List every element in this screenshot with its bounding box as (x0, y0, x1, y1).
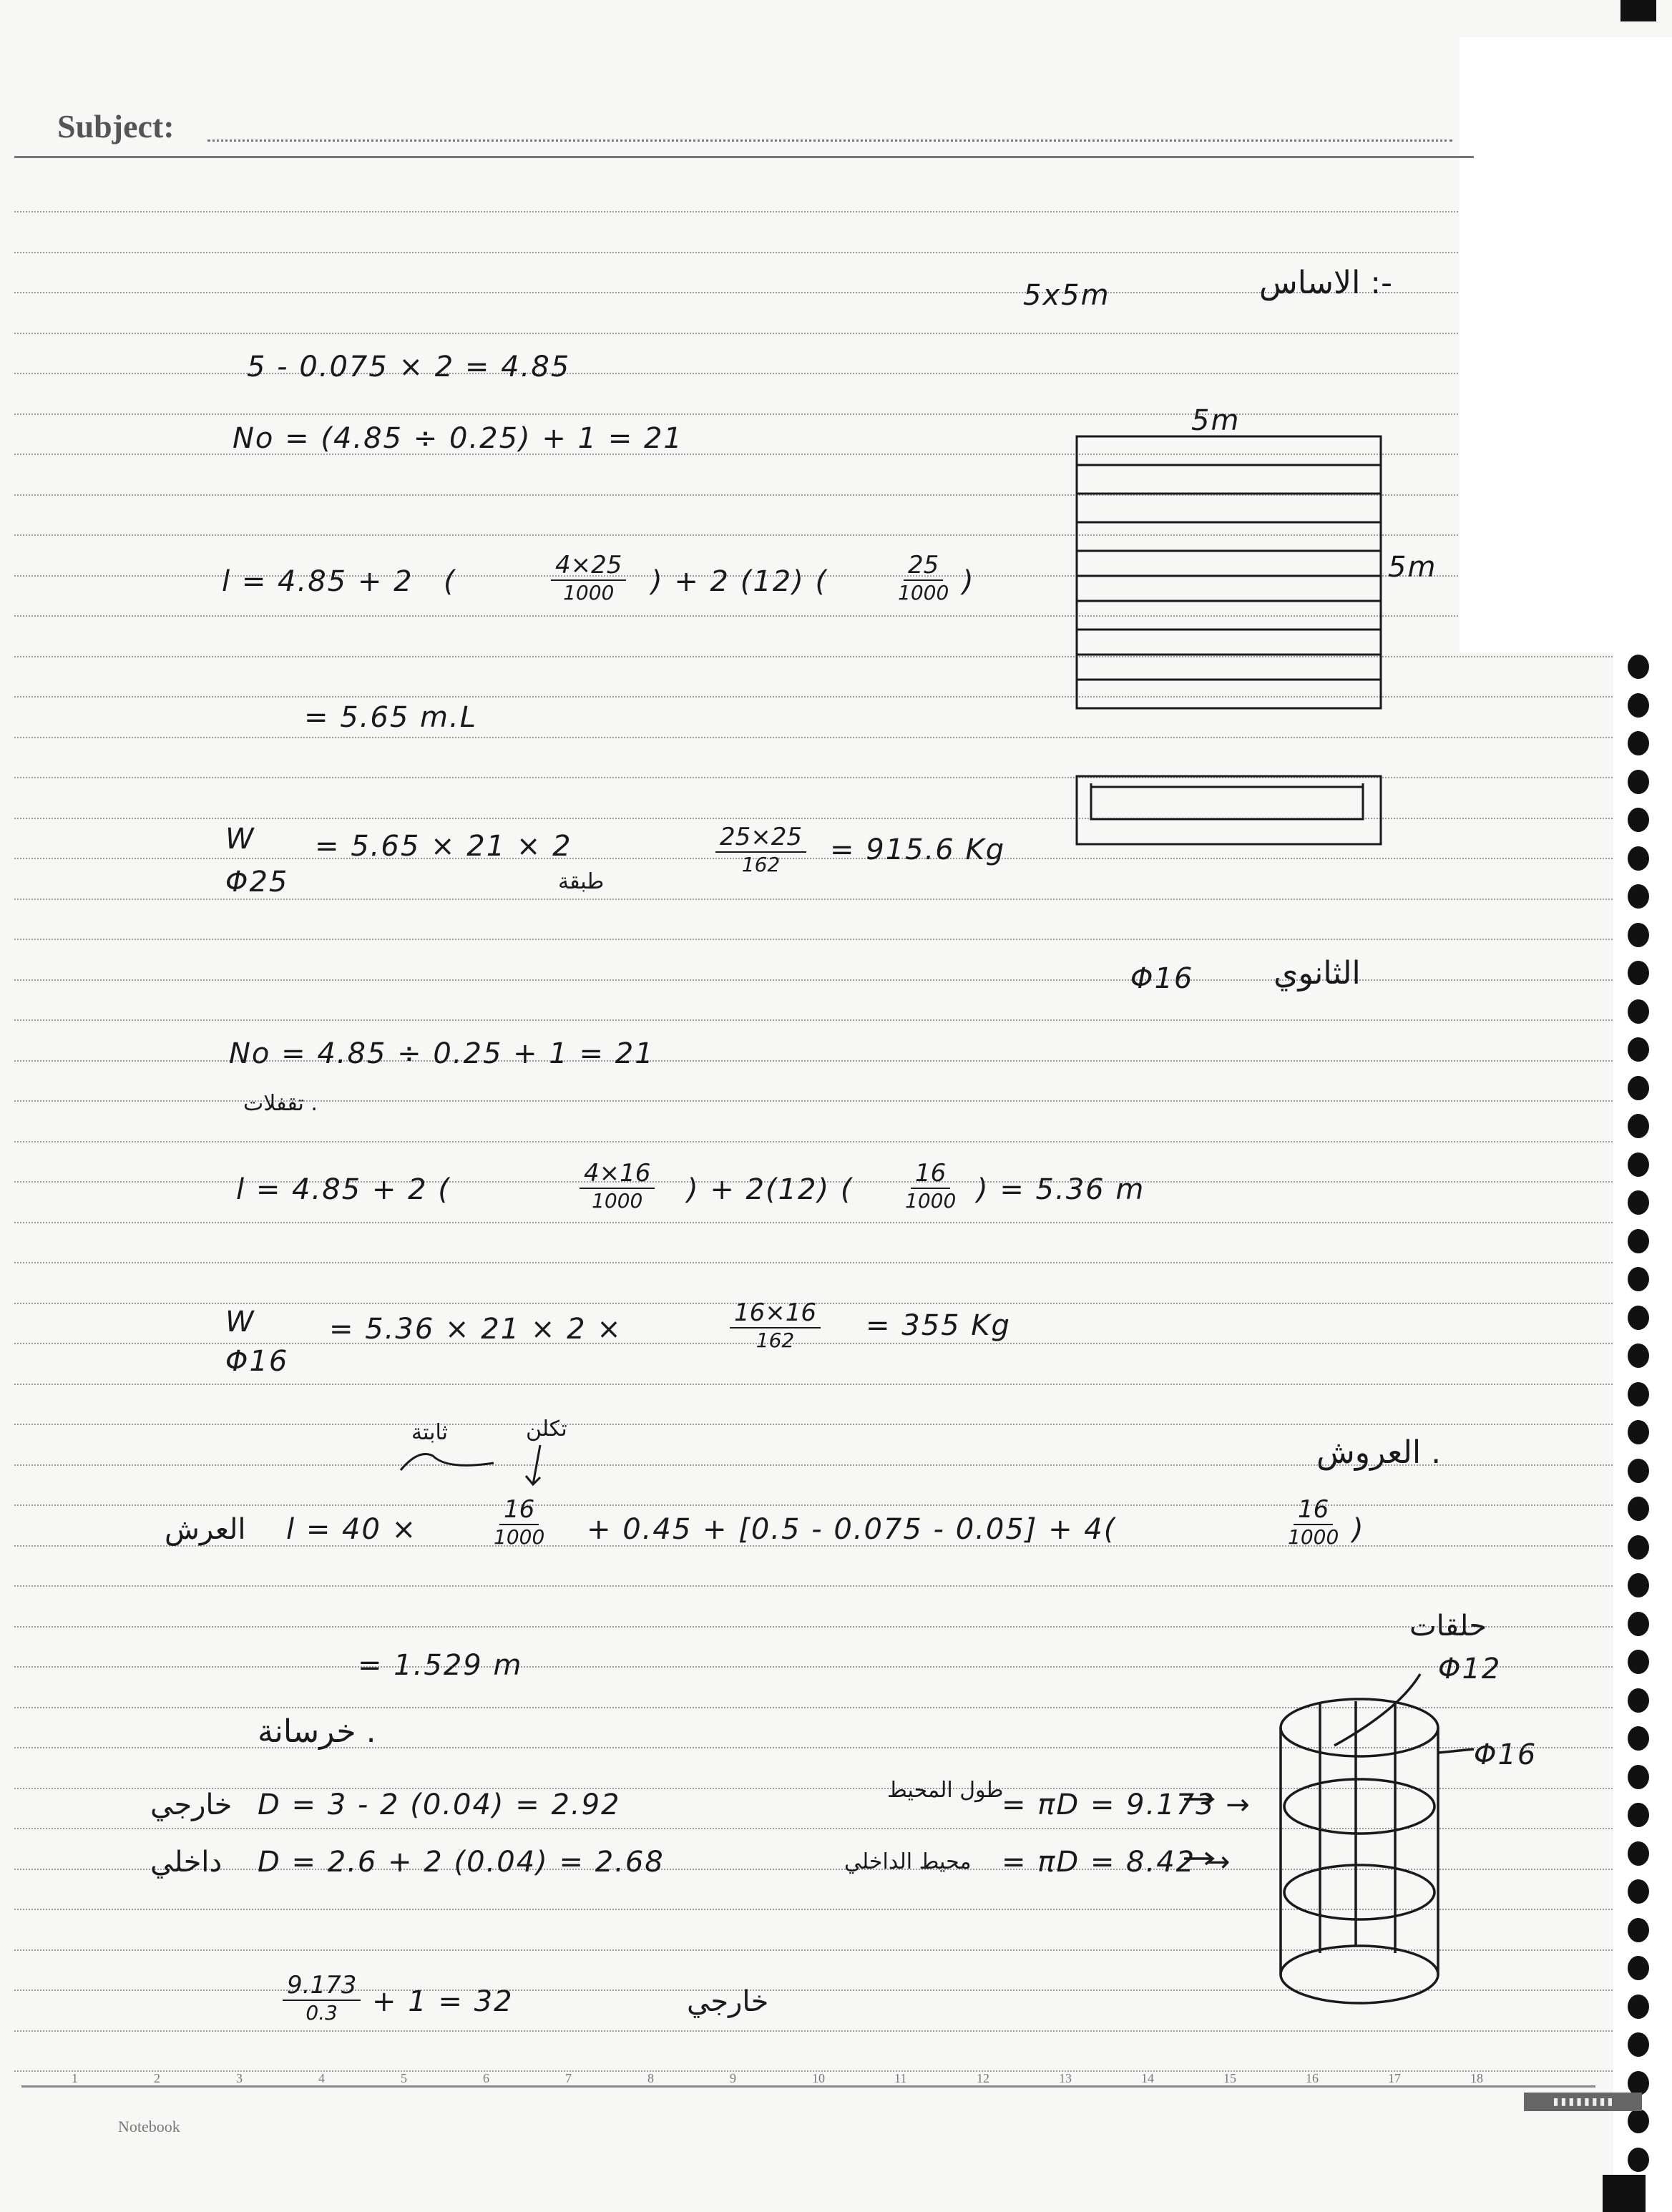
foundation-line3-frac2: 25 1000 (898, 551, 949, 605)
foundation-line3-prefix: l = 4.85 + 2 (222, 565, 414, 598)
count-label: خارجي (687, 1985, 769, 2018)
spiral-ring (1628, 1114, 1649, 1138)
annotation-arrows (401, 1445, 540, 1484)
inner-label: داخلي (150, 1846, 223, 1879)
spiral-ring (1628, 1995, 1649, 2019)
secondary-w-result: = 355 Kg (866, 1309, 1011, 1342)
secondary-line1: No = 4.85 ÷ 0.25 + 1 = 21 (229, 1037, 655, 1070)
foundation-w-label: W (225, 823, 255, 856)
kharasheet-line2: = 1.529 m (358, 1649, 523, 1682)
spiral-ring (1628, 1535, 1649, 1560)
ruler-number: 15 (1223, 2071, 1236, 2085)
foundation-line1: 5 - 0.075 × 2 = 4.85 (247, 351, 571, 383)
spiral-ring (1628, 2109, 1649, 2133)
kharasheet-line1-prefix: l = 40 × (286, 1513, 418, 1546)
spiral-ring (1628, 1153, 1649, 1177)
secondary-line2-mid: ) + 2(12) ( (687, 1173, 854, 1206)
inner-expr: D = 2.6 + 2 (0.04) = 2.68 (258, 1846, 665, 1879)
ruler-number: 18 (1470, 2071, 1483, 2085)
kharasheet-line1-frac2: 16 1000 (1288, 1495, 1339, 1549)
kharasheet-line1-ar: العرش (165, 1513, 246, 1546)
spiral-ring (1628, 1459, 1649, 1483)
spiral-ring (1628, 1382, 1649, 1406)
count-expr: + 1 = 32 (372, 1985, 514, 2018)
spiral-ring (1628, 999, 1649, 1024)
secondary-w-sub: Φ16 (225, 1345, 289, 1378)
spiral-ring (1628, 808, 1649, 832)
spiral-ring (1628, 770, 1649, 794)
ruler-number: 5 (401, 2071, 407, 2085)
spiral-ring (1628, 1267, 1649, 1291)
foundation-w-expr: = 5.65 × 21 × 2 (315, 830, 572, 863)
foundation-size: 5x5m (1023, 279, 1110, 312)
inner-circ-label: محيط الداخلي (844, 1849, 972, 1874)
kharasheet-line1-mid: + 0.45 + [0.5 - 0.075 - 0.05] + 4( (587, 1513, 1117, 1546)
outer-label: خارجي (150, 1788, 233, 1821)
spiral-ring (1628, 884, 1649, 909)
spiral-ring (1628, 1229, 1649, 1253)
foundation-line4: = 5.65 m.L (304, 701, 477, 734)
ruler-number: 11 (894, 2071, 907, 2085)
foundation-w-result: = 915.6 Kg (830, 833, 1006, 866)
outer-circ-label: طول المحيط (887, 1778, 1004, 1803)
foundation-line3-frac1: 4×25 1000 (551, 551, 626, 605)
foundation-title: الاساس :- (1259, 265, 1392, 301)
spiral-ring (1628, 1573, 1649, 1597)
spiral-ring (1628, 693, 1649, 718)
ruler-number: 7 (565, 2071, 572, 2085)
rebar-cage-diagram (1184, 1674, 1474, 2003)
secondary-w-frac: 16×16 162 (730, 1298, 821, 1352)
spiral-ring (1628, 1918, 1649, 1942)
spiral-ring (1628, 846, 1649, 871)
spiral-ring (1628, 1420, 1649, 1444)
notebook-page: Subject: الاساس :- 5x5m 5 - 0.075 × 2 = 4.85 No = (4.85 ÷ 0.25) + 1 = 21 l = 4.85 + 2 ( 4×25 1000 ) + 2 (12) ( 25 1000 ) = 5.65 m.L W Φ25 = 5.65 × 21 × 2 طبقة 25×25 162 = 915.6 Kg 5m 5m الثانوي Φ16 No = 4.85 ÷ 0.25 + 1 = 21 تقفلات . l = 4.85 + 2 ( 4×16 1000 ) + 2(12) ( 16 1000 ) = 5.36 m W Φ16 = 5.36 × 21 × 2 × 16×16 162 = 355 Kg ثابتة تكلن العروش . العرش l = 40 × 16 1000 + 0.45 + [0.5 - 0.075 - 0.05] + 4( 16 1000 ) = 1.529 m خرسانة . حلقات Φ12 Φ16 خارجي D = 3 - 2 (0.04) = 2.92 طول المحيط = πD = 9.173 → داخلي D = 2.6 + 2 (0.04) = 2.68 محيط الداخلي = πD = 8.42 → 9.173 0.3 + 1 = 32 خارجي 1 2 3 4 5 6 7 8 9 10 11 12 13 14 15 16 17 18 Notebook ▮▮▮▮▮▮▮▮ (0, 0, 1672, 2212)
spiral-ring (1628, 1344, 1649, 1368)
kharasana-title: خرسانة . (258, 1713, 376, 1750)
foundation-w-frac: 25×25 162 (715, 823, 806, 876)
spiral-ring (1628, 655, 1649, 679)
spiral-ring (1628, 1688, 1649, 1713)
rings-label: حلقات (1409, 1610, 1487, 1643)
spiral-ring (1628, 1765, 1649, 1789)
ruler-number: 13 (1059, 2071, 1072, 2085)
notebook-label: Notebook (118, 2118, 180, 2135)
diagram-side-label: 5m (1388, 551, 1437, 584)
ruler-number: 14 (1141, 2071, 1154, 2085)
ruler-number: 10 (812, 2071, 825, 2085)
foundation-plan-diagram (1077, 436, 1381, 708)
spiral-ring (1628, 1841, 1649, 1866)
spiral-ring (1628, 731, 1649, 755)
spiral-ring (1628, 923, 1649, 947)
spiral-ring (1628, 1306, 1649, 1330)
ruler-number: 6 (483, 2071, 489, 2085)
ann-takalen: تكلن (526, 1416, 567, 1442)
spiral-ring (1628, 1037, 1649, 1062)
ruler-number: 17 (1388, 2071, 1401, 2085)
secondary-w-expr: = 5.36 × 21 × 2 × (329, 1313, 622, 1346)
footer-ruler (21, 2085, 1595, 2088)
count-frac: 9.173 0.3 (283, 1971, 361, 2025)
kharasheet-title: العروش . (1316, 1434, 1442, 1471)
outer-circ: = πD = 9.173 → (1002, 1788, 1251, 1821)
kharasheet-line1-frac1: 16 1000 (494, 1495, 545, 1549)
ruler-number: 3 (236, 2071, 243, 2085)
page-corner-mark-bottom (1603, 2175, 1646, 2212)
bars-sym: Φ16 (1474, 1738, 1537, 1771)
ruler-number: 1 (72, 2071, 78, 2085)
spiral-ring (1628, 2071, 1649, 2095)
rings-sym: Φ12 (1438, 1653, 1502, 1685)
spiral-ring (1628, 1879, 1649, 1904)
barcode: ▮▮▮▮▮▮▮▮ (1524, 2093, 1642, 2111)
foundation-w-note: طبقة (558, 869, 605, 894)
page-corner-mark (1620, 0, 1656, 21)
spiral-ring (1628, 1612, 1649, 1636)
secondary-line2-frac2: 16 1000 (905, 1159, 957, 1213)
inner-circ: = πD = 8.42 → (1002, 1846, 1232, 1879)
secondary-note: تقفلات . (243, 1091, 318, 1116)
secondary-line2-result: ) = 5.36 m (977, 1173, 1145, 1206)
foundation-section-diagram (1077, 776, 1381, 844)
secondary-line2-prefix: l = 4.85 + 2 ( (236, 1173, 451, 1206)
ruler-number: 4 (318, 2071, 325, 2085)
secondary-title: الثانوي (1273, 955, 1361, 992)
spiral-ring (1628, 1497, 1649, 1521)
outer-expr: D = 3 - 2 (0.04) = 2.92 (258, 1788, 621, 1821)
spiral-ring (1628, 1650, 1649, 1674)
secondary-w-label: W (225, 1306, 255, 1339)
ruler-number: 12 (977, 2071, 989, 2085)
spiral-ring (1628, 961, 1649, 985)
ruler-number: 2 (154, 2071, 160, 2085)
ruler-number: 16 (1306, 2071, 1319, 2085)
spiral-ring (1628, 1803, 1649, 1827)
ruler-number: 8 (647, 2071, 654, 2085)
secondary-title-sym: Φ16 (1130, 962, 1194, 995)
diagram-top-label: 5m (1191, 404, 1241, 437)
ann-thabta: ثابتة (411, 1420, 448, 1445)
spiral-ring (1628, 2032, 1649, 2057)
spiral-ring (1628, 1726, 1649, 1751)
foundation-line2: No = (4.85 ÷ 0.25) + 1 = 21 (233, 422, 683, 455)
spiral-ring (1628, 2148, 1649, 2172)
secondary-line2-frac1: 4×16 1000 (580, 1159, 655, 1213)
foundation-w-sub: Φ25 (225, 866, 289, 899)
spiral-ring (1628, 1076, 1649, 1100)
spiral-ring (1628, 1190, 1649, 1215)
spiral-ring (1628, 1956, 1649, 1980)
ruler-number: 9 (730, 2071, 736, 2085)
subject-label: Subject: (57, 108, 175, 145)
foundation-line3-mid: ) + 2 (12) ( (651, 565, 828, 598)
